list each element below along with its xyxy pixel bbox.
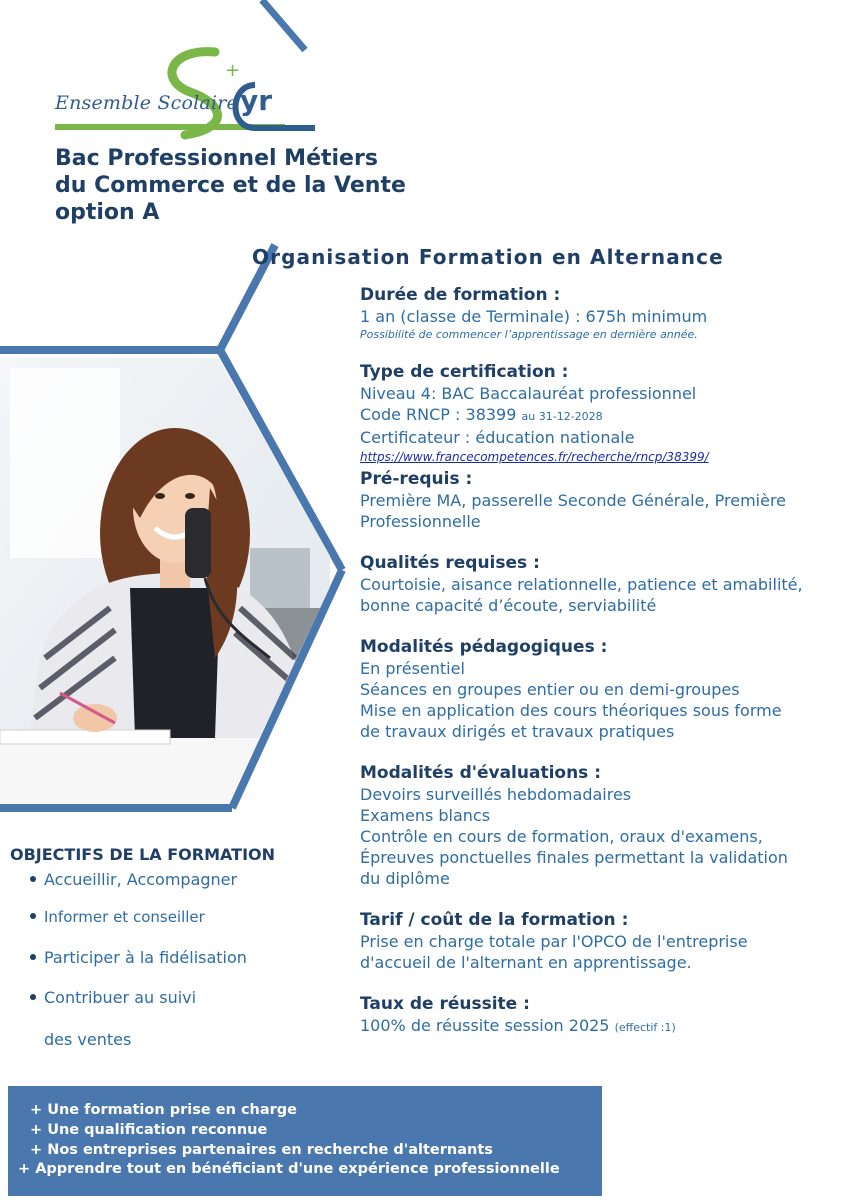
certification-heading: Type de certification : bbox=[360, 362, 569, 382]
school-logo bbox=[40, 40, 340, 140]
objectif-label: des ventes bbox=[44, 1030, 132, 1049]
rncp-code: Code RNCP : 38399 bbox=[360, 405, 517, 424]
prerequis-line-1: Première MA, passerelle Seconde Générale, Première bbox=[360, 491, 787, 510]
pedagogie-line-2: Séances en groupes entier ou en demi-groupes bbox=[360, 680, 740, 699]
reussite-effectif: (effectif :1) bbox=[614, 1021, 676, 1034]
reussite-line bbox=[360, 1015, 850, 1038]
pedagogie-heading: Modalités pédagogiques : bbox=[360, 637, 608, 657]
objectif-label: Informer et conseiller bbox=[44, 908, 205, 926]
bullet-icon bbox=[30, 994, 36, 1000]
organisation-title: Organisation Formation en Alternance bbox=[252, 245, 724, 269]
title-line-3: option A bbox=[55, 200, 160, 225]
reussite-heading: Taux de réussite : bbox=[360, 994, 530, 1014]
certification-rncp bbox=[360, 404, 850, 427]
photo-woman-on-phone bbox=[0, 358, 330, 805]
qualites-line-2: bonne capacité d’écoute, serviabilité bbox=[360, 596, 657, 615]
logo-plus: + bbox=[225, 60, 241, 81]
evaluations-heading: Modalités d'évaluations : bbox=[360, 763, 602, 783]
objectif-item bbox=[30, 988, 196, 1007]
evaluations-line-2: Examens blancs bbox=[360, 806, 491, 825]
page-title bbox=[55, 145, 475, 226]
certification-certificateur: Certificateur : éducation nationale bbox=[360, 428, 635, 447]
formation-details bbox=[360, 284, 850, 1038]
section-tarif bbox=[360, 909, 850, 973]
banner-line-4: + Apprendre tout en bénéficiant d'une expérience professionnelle bbox=[18, 1161, 560, 1177]
objectif-item bbox=[30, 870, 237, 889]
duree-note: Possibilité de commencer l’apprentissage en dernière année. bbox=[360, 328, 698, 341]
objectif-item bbox=[30, 948, 247, 967]
section-pedagogie bbox=[360, 636, 850, 742]
bullet-icon bbox=[30, 876, 36, 882]
prerequis-heading: Pré-requis : bbox=[360, 469, 473, 489]
objectif-label: Accueillir, Accompagner bbox=[44, 870, 238, 889]
evaluations-line-3: Contrôle en cours de formation, oraux d'examens, bbox=[360, 827, 763, 846]
objectifs-title: OBJECTIFS DE LA FORMATION bbox=[10, 845, 276, 864]
rncp-date: au 31-12-2028 bbox=[521, 410, 603, 423]
duree-line: 1 an (classe de Terminale) : 675h minimum bbox=[360, 307, 708, 326]
section-qualites bbox=[360, 552, 850, 616]
banner-line-1: + Une formation prise en charge bbox=[30, 1102, 298, 1118]
reussite-rate: 100% de réussite session 2025 bbox=[360, 1016, 610, 1035]
section-evaluations bbox=[360, 762, 850, 889]
evaluations-line-5: du diplôme bbox=[360, 869, 450, 888]
qualites-line-1: Courtoisie, aisance relationnelle, patience et amabilité, bbox=[360, 575, 803, 594]
qualites-heading: Qualités requises : bbox=[360, 553, 540, 573]
bullet-icon bbox=[30, 913, 36, 919]
bullet-icon bbox=[30, 954, 36, 960]
tarif-line-1: Prise en charge totale par l'OPCO de l'entreprise bbox=[360, 932, 748, 951]
objectif-item bbox=[30, 908, 205, 926]
prerequis-line-2: Professionnelle bbox=[360, 512, 481, 531]
logo-suffix: yr bbox=[240, 84, 273, 117]
banner-line-3: + Nos entreprises partenaires en recherche d'alternants bbox=[30, 1142, 493, 1158]
duree-heading: Durée de formation : bbox=[360, 285, 561, 305]
pedagogie-line-1: En présentiel bbox=[360, 659, 465, 678]
pedagogie-line-3: Mise en application des cours théoriques sous forme bbox=[360, 701, 782, 720]
tarif-line-2: d'accueil de l'alternant en apprentissage. bbox=[360, 953, 692, 972]
objectif-label: Participer à la fidélisation bbox=[44, 948, 247, 967]
rncp-link[interactable]: https://www.francecompetences.fr/recherche/rncp/38399/ bbox=[360, 450, 709, 464]
objectif-item-continued bbox=[44, 1030, 131, 1049]
banner-line-2: + Une qualification reconnue bbox=[30, 1122, 268, 1138]
title-line-1: Bac Professionnel Métiers bbox=[55, 146, 378, 171]
evaluations-line-1: Devoirs surveillés hebdomadaires bbox=[360, 785, 632, 804]
section-prerequis bbox=[360, 468, 850, 532]
section-reussite bbox=[360, 993, 850, 1038]
evaluations-line-4: Épreuves ponctuelles finales permettant la validation bbox=[360, 848, 788, 867]
tarif-heading: Tarif / coût de la formation : bbox=[360, 910, 629, 930]
certification-level: Niveau 4: BAC Baccalauréat professionnel bbox=[360, 384, 697, 403]
title-line-2: du Commerce et de la Vente bbox=[55, 173, 406, 198]
pedagogie-line-4: de travaux dirigés et travaux pratiques bbox=[360, 722, 675, 741]
section-certification bbox=[360, 361, 850, 466]
logo-text: Ensemble Scolaire bbox=[55, 92, 238, 114]
section-duree bbox=[360, 284, 850, 343]
objectif-label: Contribuer au suivi bbox=[44, 988, 197, 1007]
advantages-banner bbox=[8, 1086, 602, 1196]
